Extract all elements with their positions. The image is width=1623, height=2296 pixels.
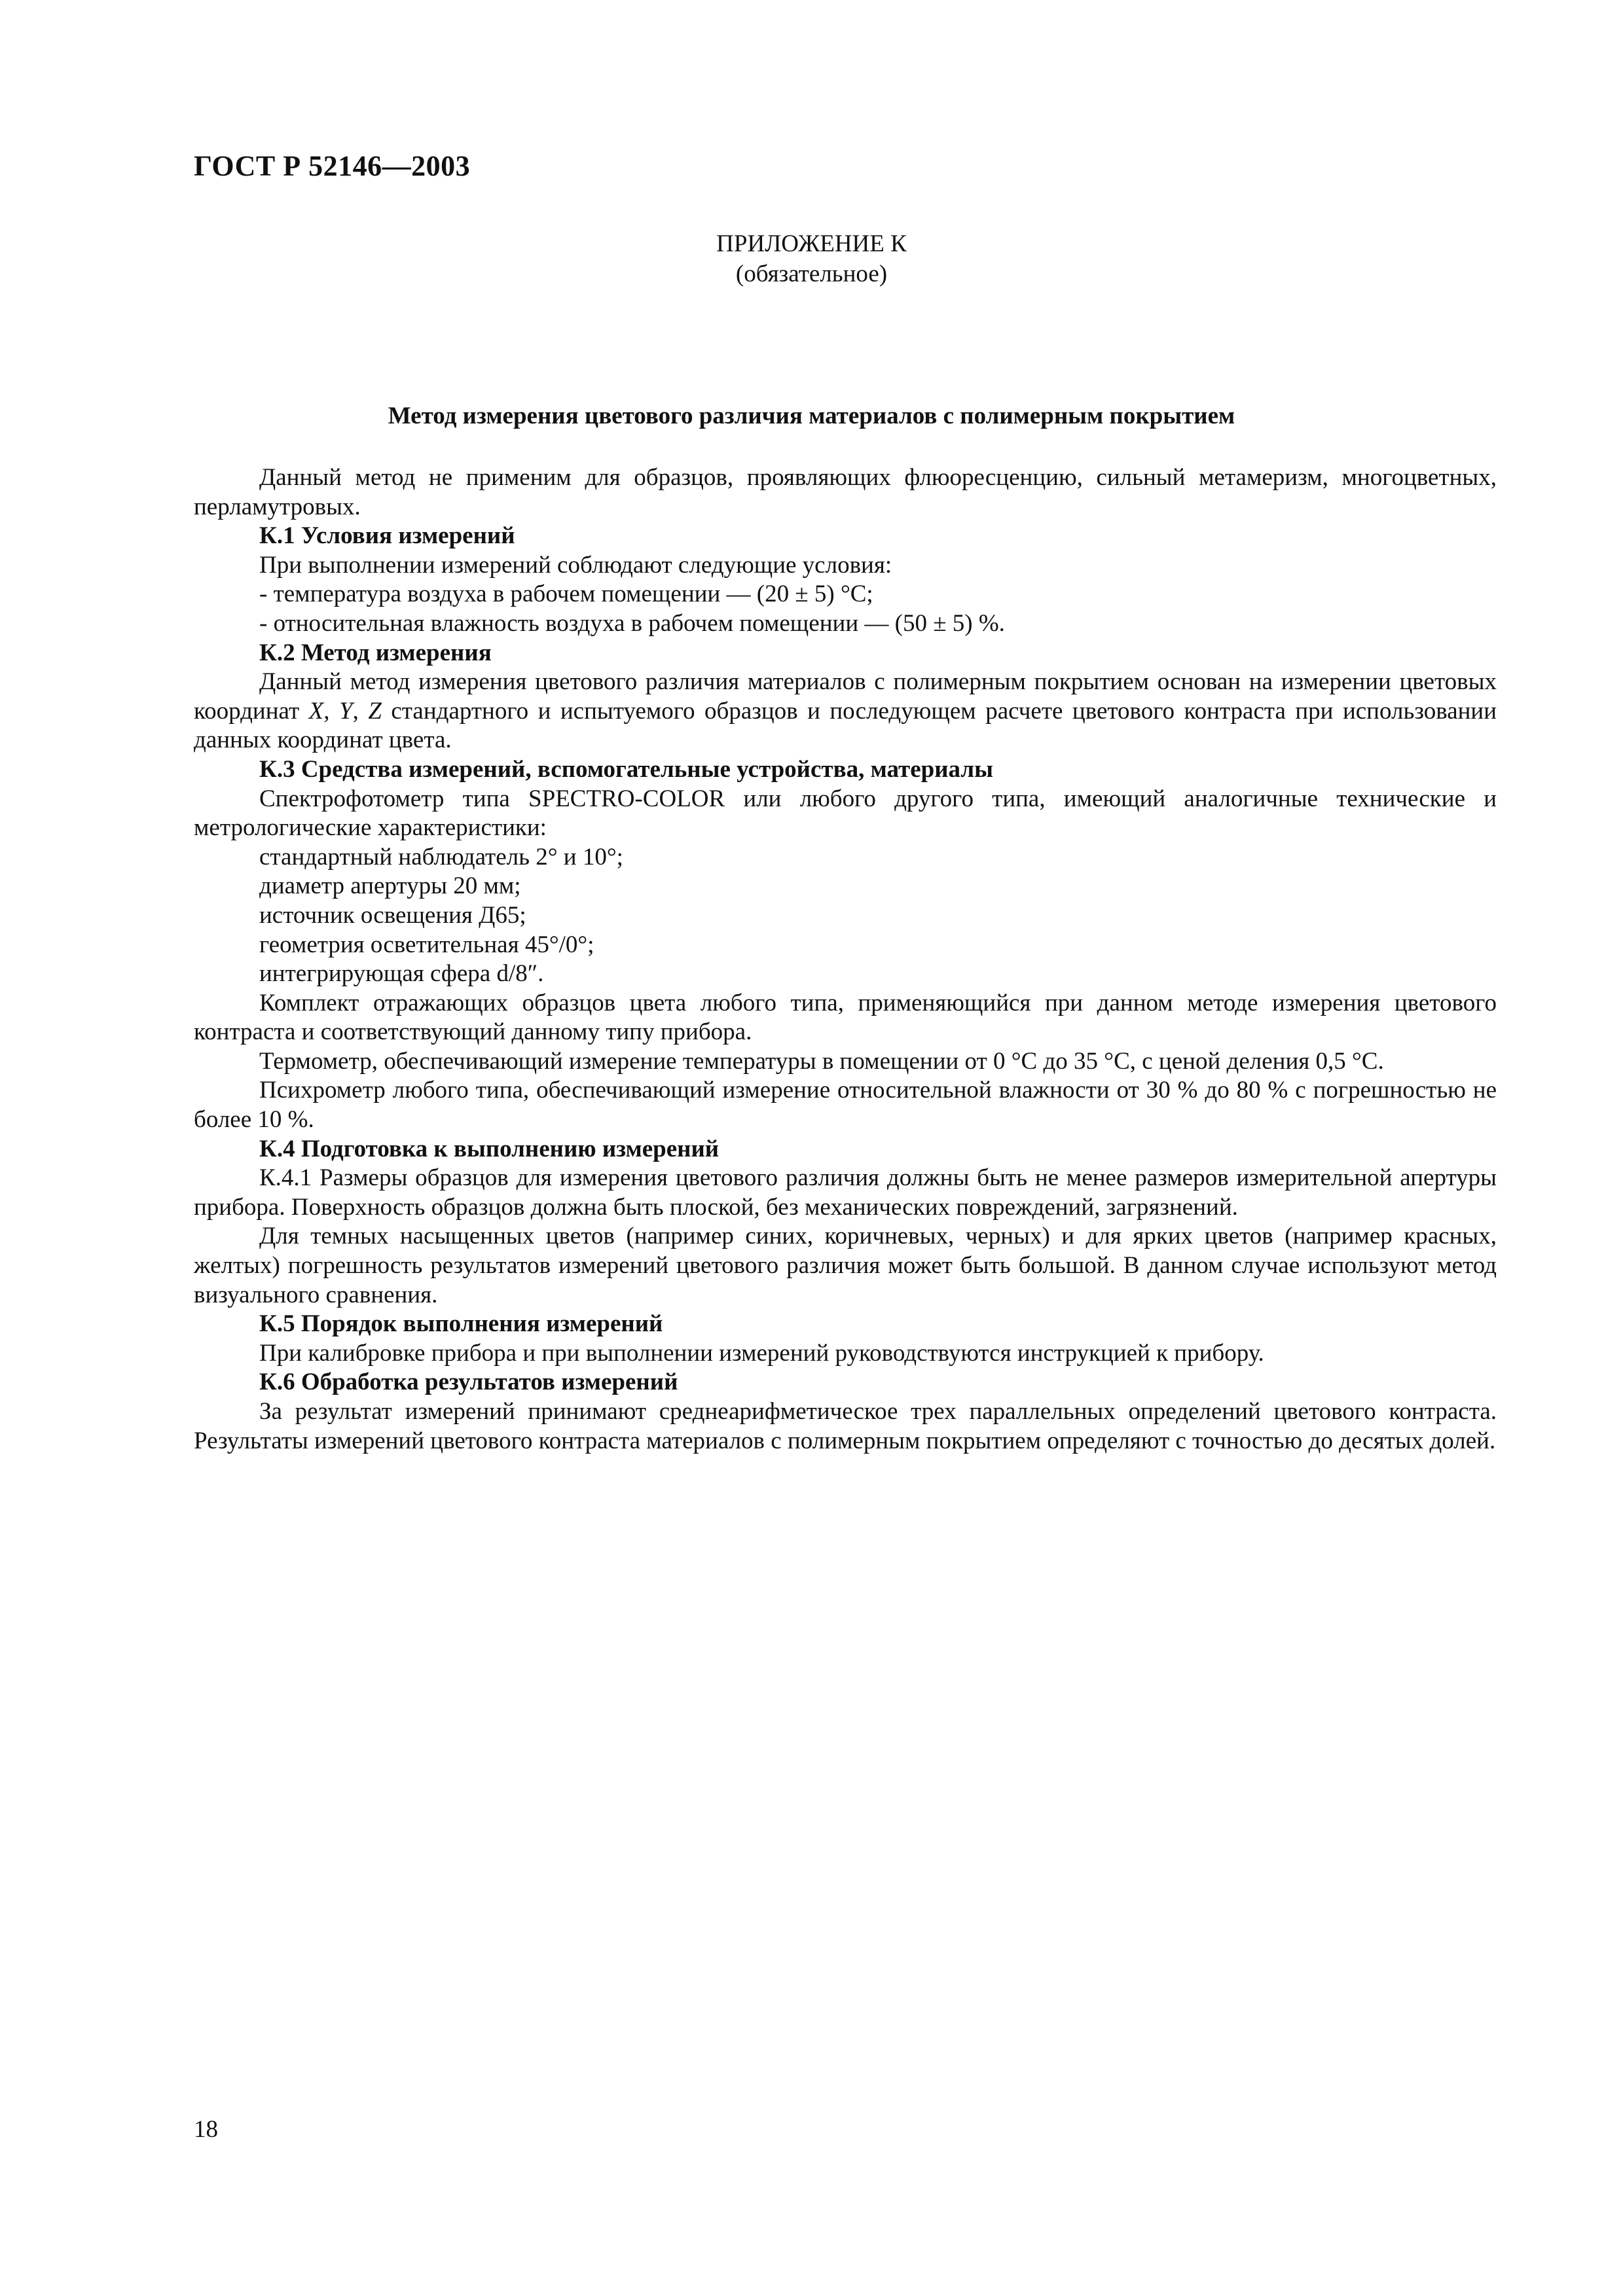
k3-lead: Спектрофотометр типа SPECTRO-COLOR или любого другого типа, имеющий аналогичные технические и метрологические характеристики:: [194, 785, 1497, 842]
k2-text-before: Данный метод измерения цветового различия материалов с полимерным покрытием основан на измерении цветовых координат: [194, 668, 1497, 725]
k3-item-sphere: интегрирующая сфера d/8″.: [259, 960, 544, 988]
k2-sep2: ,: [352, 697, 369, 725]
k2-var-y: Y: [339, 697, 353, 725]
k3-thermometer-paragraph: Термометр, обеспечивающий измерение температуры в помещении от 0 °С до 35 °С, с ценой деления 0,5 °С.: [259, 1047, 1384, 1075]
appendix-heading: [0, 229, 1623, 289]
k2-var-x: X: [308, 697, 324, 725]
k2-var-z: Z: [368, 697, 382, 725]
k6-heading: К.6 Обработка результатов измерений: [259, 1369, 678, 1396]
k5-heading: К.5 Порядок выполнения измерений: [259, 1310, 663, 1338]
k6-paragraph: За результат измерений принимают среднеарифметическое трех параллельных определений цветового контраста. Результаты измерений цветового контраста материалов с полимерным покрытием определяют с точностью до десятых долей.: [194, 1398, 1497, 1454]
k3-item-observer: стандартный наблюдатель 2° и 10°;: [259, 843, 623, 870]
k3-item-illuminant: источник освещения Д65;: [259, 901, 526, 929]
page-number: 18: [194, 2116, 218, 2143]
section-title: Метод измерения цветового различия материалов с полимерным покрытием: [388, 403, 1235, 429]
k3-item-aperture: диаметр апертуры 20 мм;: [259, 872, 521, 900]
k2-sep1: ,: [323, 697, 339, 725]
k4-paragraph-1: К.4.1 Размеры образцов для измерения цветового различия должны быть не менее размеров измерительной апертуры прибора. Поверхность образцов должна быть плоской, без механических повреждений, загрязнений.: [194, 1164, 1497, 1221]
appendix-subtitle: (обязательное): [735, 260, 888, 287]
k4-heading: К.4 Подготовка к выполнению измерений: [259, 1135, 720, 1162]
k2-heading: К.2 Метод измерения: [259, 639, 492, 666]
k1-heading: К.1 Условия измерений: [259, 522, 515, 550]
k4-paragraph-2: Для темных насыщенных цветов (например синих, коричневых, черных) и для ярких цветов (например красных, желтых) погрешность результатов измерений цветового различия может быть большой. В данном случае используют метод визуального сравнения.: [194, 1223, 1497, 1308]
k1-lead: При выполнении измерений соблюдают следующие условия:: [259, 551, 892, 579]
intro-paragraph: Данный метод не применим для образцов, проявляющих флюоресценцию, сильный метамеризм, многоцветных, перламутровых.: [194, 464, 1497, 520]
k3-kit-paragraph: Комплект отражающих образцов цвета любого типа, применяющийся при данном методе измерения цветового контраста и соответствующий данному типу прибора.: [194, 989, 1497, 1046]
k2-text-after: стандартного и испытуемого образцов и последующем расчете цветового контраста при использовании данных координат цвета.: [194, 697, 1497, 754]
document-code: ГОСТ Р 52146—2003: [194, 150, 471, 182]
k1-item-humidity: - относительная влажность воздуха в рабочем помещении — (50 ± 5) %.: [259, 609, 1005, 637]
k5-paragraph: При калибровке прибора и при выполнении измерений руководствуются инструкцией к прибору.: [259, 1339, 1264, 1367]
k2-paragraph: [194, 668, 1497, 755]
document-body: [194, 463, 1497, 1456]
k1-item-temperature: - температура воздуха в рабочем помещении — (20 ± 5) °С;: [259, 581, 873, 608]
k3-psychrometer-paragraph: Психрометр любого типа, обеспечивающий измерение относительной влажности от 30 % до 80 % с погрешностью не более 10 %.: [194, 1077, 1497, 1134]
k3-heading: К.3 Средства измерений, вспомогательные устройства, материалы: [259, 755, 994, 783]
k3-item-geometry: геометрия осветительная 45°/0°;: [259, 931, 594, 958]
appendix-title: ПРИЛОЖЕНИЕ К: [716, 230, 907, 257]
